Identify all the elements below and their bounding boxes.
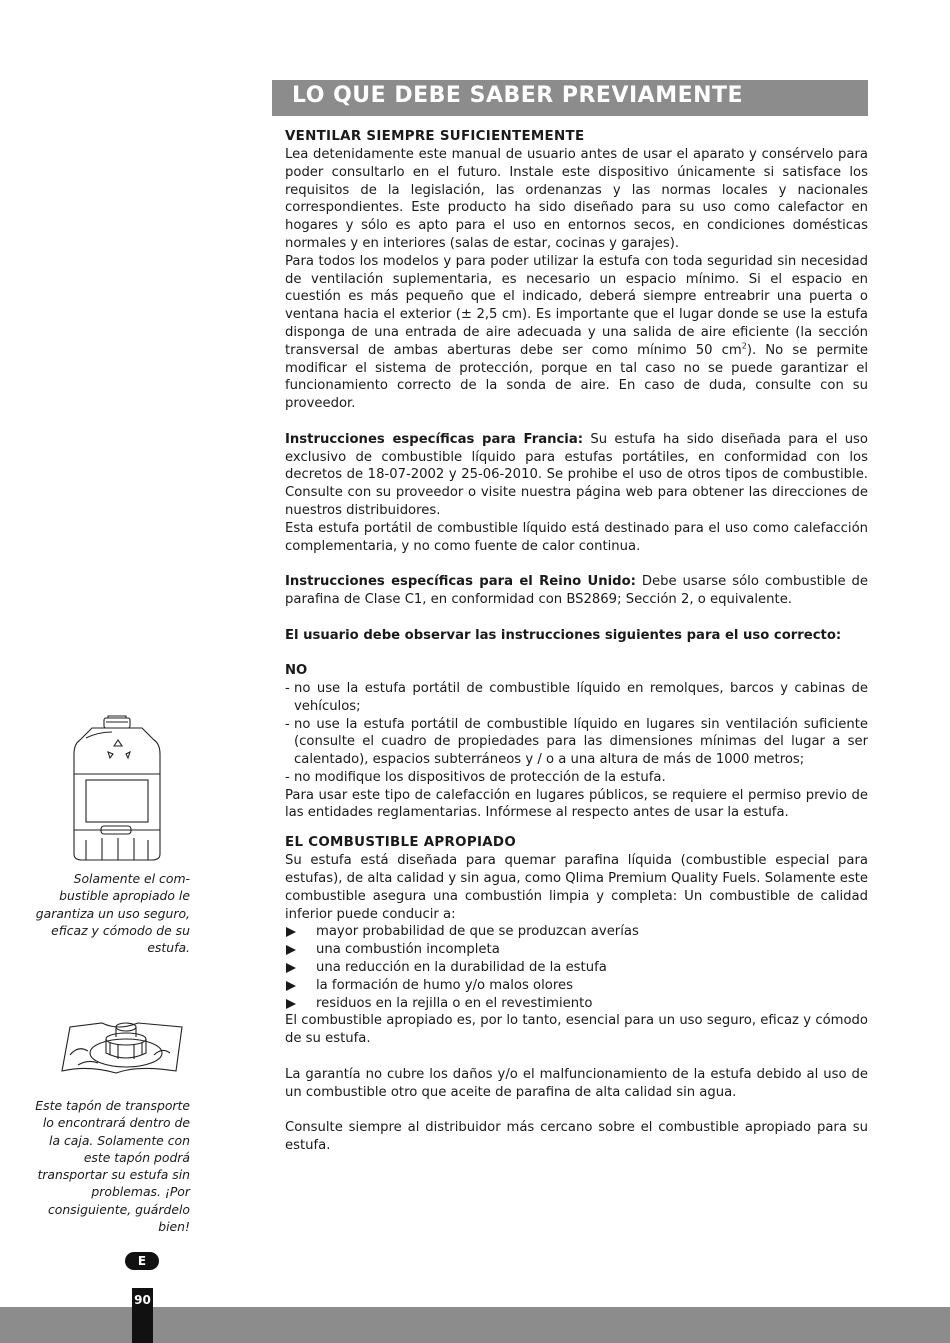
text-span: Para todos los modelos y para poder utilizar la estufa con toda seguridad sin necesidad de ventilación suplementaria, es necesario un espacio mínimo. Si el espacio en cuestión es más pequeño que el indicado, deberá siempre entreabrir una puerta o ventana hacia el exterior (± 2,5 cm). Es importante que el lugar donde se use la estufa disponga de una entrada de aire adecuada y una salida de aire eficiente (la sección transversal de ambas aberturas debe ser como mínimo 50 cm — [285, 253, 868, 358]
superscript: 2 — [741, 341, 747, 351]
paragraph-francia — [285, 431, 868, 520]
paragraph: Esta estufa portátil de combustible líquido está destinado para el uso como calefacción complementaria, y no como fuente de calor continua. — [285, 520, 868, 554]
triangle-bullet-icon — [286, 981, 296, 991]
triangle-bullet-icon — [286, 945, 296, 955]
transport-cap-illustration — [58, 1015, 188, 1077]
paragraph: Lea detenidamente este manual de usuario antes de usar el aparato y consérvelo para poder consultarlo en el futuro. Instale este dispositivo únicamente si satisface los requisitos de la legislación, las ordenanzas y las normas locales y nacionales correspondientes. Este producto ha sido diseñado para su uso como calefactor en hogares y sólo es apto para el uso en entornos secos, en condiciones domésticas normales y en interiores (salas de estar, cocinas y garajes). — [285, 147, 868, 251]
bullet-text: residuos en la rejilla o en el revestimiento — [316, 995, 593, 1011]
language-badge: E — [125, 1252, 159, 1270]
transport-cap-caption: Este tapón de transporte lo encontrará dentro de la caja. Solamente con este tapón podrá transportar su estufa sin problemas. ¡Por consiguiente, guárdelo bien! — [35, 1098, 190, 1235]
list-item: - no use la estufa portátil de combustible líquido en remolques, barcos y cabinas de vehículos; — [285, 680, 868, 716]
paragraph: Consulte siempre al distribuidor más cercano sobre el combustible apropiado para su estufa. — [285, 1120, 868, 1154]
text-span: Debe usarse sólo combustible de parafina de Clase C1, en conformidad con BS2869; Sección 2, o equivalente. — [285, 574, 868, 607]
bullet-list — [285, 923, 868, 1012]
bullet-text: la formación de humo y/o malos olores — [316, 977, 573, 993]
fuel-caption: Solamente el com-bustible apropiado le garantiza un uso seguro, eficaz y cómodo de su estufa. — [35, 871, 190, 956]
paragraph-reino-unido — [285, 573, 868, 609]
page-title: LO QUE DEBE SABER PREVIAMENTE — [292, 83, 744, 108]
no-list — [285, 680, 868, 787]
paragraph: El combustible apropiado es, por lo tanto, esencial para un uso seguro, eficaz y cómodo de su estufa. — [285, 1013, 868, 1047]
header-bar — [272, 80, 868, 116]
section-heading-ventilar: VENTILAR SIEMPRE SUFICIENTEMENTE — [285, 129, 585, 144]
paragraph: La garantía no cubre los daños y/o el malfuncionamiento de la estufa debido al uso de un combustible otro que aceite de parafina de alta calidad sin agua. — [285, 1066, 868, 1100]
list-item: - no modifique los dispositivos de protección de la estufa. — [285, 769, 868, 787]
triangle-bullet-icon — [286, 963, 296, 973]
main-content — [285, 128, 868, 1155]
triangle-bullet-icon — [286, 927, 296, 937]
list-item — [285, 959, 868, 977]
label-reino-unido: Instrucciones específicas para el Reino Unido: — [285, 574, 636, 590]
paragraph — [285, 253, 868, 413]
user-note: El usuario debe observar las instrucciones siguientes para el uso correcto: — [285, 627, 842, 643]
bullet-text: una reducción en la durabilidad de la estufa — [316, 960, 607, 976]
paragraph: Para usar este tipo de calefacción en lugares públicos, se requiere el permiso previo de las entidades reglamentarias. Infórmese al respecto antes de usar la estufa. — [285, 787, 868, 821]
paragraph: Su estufa está diseñada para quemar parafina líquida (combustible especial para estufas), de alta calidad y sin agua, como Qlima Premium Quality Fuels. Solamente este combustible asegura una combustión limpia y completa: Un combustible de calidad inferior puede conducir a: — [285, 853, 868, 922]
text-span: ). No se permite modificar el sistema de protección, porque en tal caso no se puede garantizar el funcionamiento correcto de la sonda de aire. En caso de duda, consulte con su proveedor. — [285, 342, 868, 412]
list-item — [285, 995, 868, 1013]
fuel-canister-illustration — [68, 714, 166, 864]
list-item — [285, 923, 868, 941]
list-item — [285, 977, 868, 995]
text-span: Su estufa ha sido diseñada para el uso exclusivo de combustible líquido para estufas portátiles, en conformidad con los decretos de 18-07-2002 y 25-06-2010. Se prohibe el uso de otros tipos de combustible. Consulte con su proveedor o visite nuestra página web para obtener las direcciones de nuestros distribuidores. — [285, 431, 868, 518]
triangle-bullet-icon — [286, 999, 296, 1009]
bullet-text: mayor probabilidad de que se produzcan averías — [316, 924, 639, 940]
section-heading-combustible: EL COMBUSTIBLE APROPIADO — [285, 835, 516, 851]
no-label: NO — [285, 663, 308, 679]
list-item: - no use la estufa portátil de combustible líquido en lugares sin ventilación suficiente (consulte el cuadro de propiedades para las dimensiones mínimas del lugar a ser calentado), espacios subterráneos y / o a una altura de más de 1000 metros; — [285, 716, 868, 769]
page-number: 90 — [132, 1288, 153, 1343]
list-item — [285, 941, 868, 959]
label-francia: Instrucciones específicas para Francia: — [285, 431, 583, 447]
bullet-text: una combustión incompleta — [316, 942, 500, 958]
